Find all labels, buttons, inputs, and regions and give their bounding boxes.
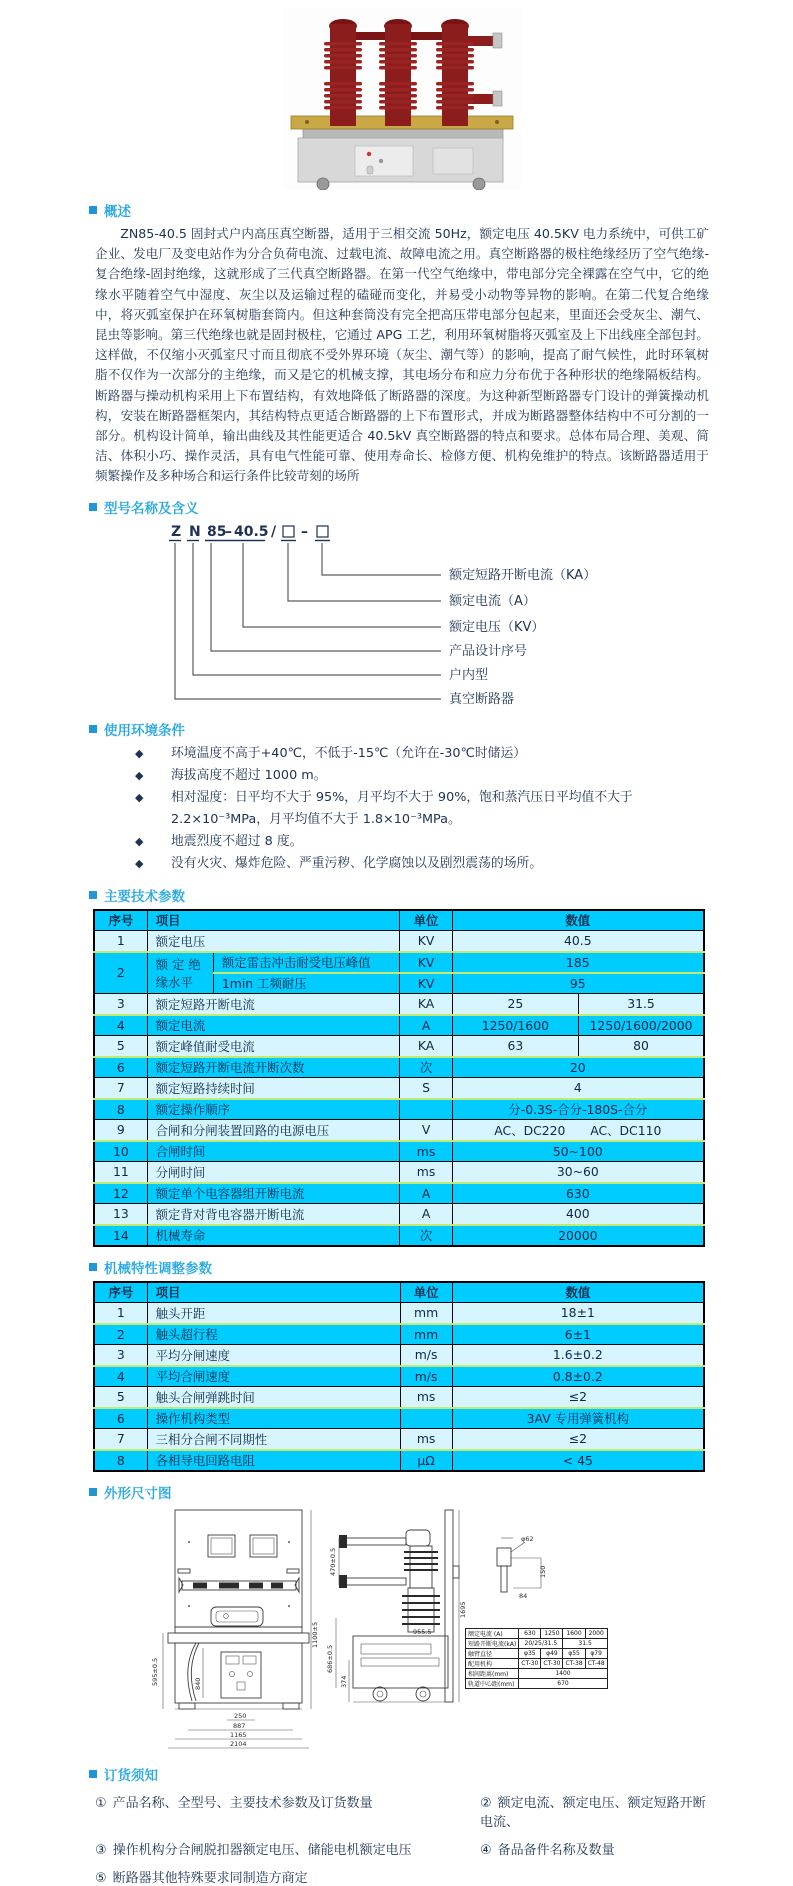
section-title: 主要技术参数	[104, 888, 185, 905]
table-cell: 额定短路持续时间	[147, 1078, 400, 1099]
diamond-bullet-icon: ◆	[135, 746, 144, 760]
item-number: ④	[480, 1842, 492, 1858]
dim-label: 2104	[230, 1739, 247, 1748]
table-cell: ≤2	[452, 1429, 704, 1450]
table-cell: 额定短路开断电流	[147, 994, 400, 1015]
dim-label: 686±0.5	[326, 1644, 334, 1673]
item-text: 产品名称、全型号、主要技术参数及订货数量	[112, 1795, 373, 1811]
table-cell: 额定峰值耐受电流	[147, 1036, 400, 1057]
table-row	[94, 1450, 704, 1471]
table-cell: 5	[94, 1387, 147, 1408]
model-box-2	[317, 526, 328, 537]
table-cell: 12	[94, 1183, 147, 1204]
table-cell: 630	[519, 1628, 541, 1638]
section-marker-icon	[89, 1263, 97, 1271]
table-cell: A	[400, 1183, 452, 1204]
model-designation-diagram	[131, 521, 711, 709]
table-cell: 50~100	[452, 1141, 704, 1162]
table-cell: ms	[400, 1162, 452, 1183]
table-cell: 11	[94, 1162, 147, 1183]
table-cell: 630	[452, 1183, 704, 1204]
table-cell: 触头开距	[147, 1303, 400, 1324]
table-cell: 4	[94, 1015, 147, 1036]
side-view-dimensions	[326, 1510, 467, 1702]
item-number: ③	[95, 1842, 107, 1858]
item-text: 断路器其他特殊要求同制造方商定	[112, 1870, 308, 1886]
table-row	[466, 1668, 608, 1678]
dim-label: 1695	[459, 1601, 467, 1618]
table-cell	[400, 1099, 452, 1120]
table-cell: 1600	[563, 1628, 585, 1638]
table-cell: CT-30	[541, 1658, 563, 1668]
table-cell: 14	[94, 1225, 147, 1246]
section-header-ordering	[89, 1764, 709, 1784]
table-cell: φ79	[585, 1648, 607, 1658]
item-text: 操作机构分合闸脱扣器额定电压、储能电机额定电压	[112, 1842, 412, 1858]
table-cell: 配用机构	[466, 1658, 519, 1668]
list-item	[480, 1792, 709, 1830]
section-title: 型号名称及含义	[104, 500, 199, 517]
env-item-text: 没有火灾、爆炸危险、严重污秽、化学腐蚀以及剧烈震荡的场所。	[171, 855, 543, 871]
dim-label: 840	[194, 1677, 202, 1690]
table-cell: 2	[94, 952, 147, 994]
table-cell: 额定背对背电容器开断电流	[147, 1204, 400, 1225]
table-row	[94, 952, 704, 973]
main-parameters-table	[93, 909, 705, 1247]
diamond-bullet-icon: ◆	[135, 834, 144, 848]
table-cell: 670	[519, 1678, 607, 1688]
table-cell: 额 定 绝 缘水平	[147, 952, 213, 994]
table-header-row	[94, 1282, 704, 1303]
table-cell: φ35	[519, 1648, 541, 1658]
section-title: 概述	[104, 204, 131, 220]
table-row	[466, 1678, 608, 1688]
env-item-text: 环境温度不高于+40℃，不低于-15℃（允许在-30℃时储运）	[171, 745, 527, 761]
dim-label: 250	[234, 1711, 247, 1720]
table-cell: KA	[400, 1036, 452, 1057]
table-cell: KV	[400, 973, 452, 994]
table-cell: 185	[452, 952, 704, 973]
drawing-spec-table	[465, 1628, 608, 1689]
section-marker-icon	[89, 206, 97, 214]
table-cell: 项目	[147, 1282, 400, 1303]
table-row	[94, 1036, 704, 1057]
connector-line	[193, 543, 441, 675]
diamond-bullet-icon: ◆	[135, 768, 144, 782]
table-cell: 单位	[400, 910, 452, 931]
item-number: ②	[480, 1795, 492, 1811]
table-row	[94, 1204, 704, 1225]
dim-label: 887	[233, 1721, 246, 1730]
list-item	[135, 765, 709, 787]
section-header-model	[89, 497, 709, 517]
table-cell: 31.5	[563, 1638, 607, 1648]
connector-line	[322, 543, 441, 575]
table-cell: 额定雷击冲击耐受电压峰值	[213, 952, 400, 973]
table-cell: ms	[400, 1387, 452, 1408]
diamond-bullet-icon: ◆	[135, 790, 144, 804]
table-cell: 31.5	[579, 994, 704, 1015]
table-cell: ms	[400, 1141, 452, 1162]
table-cell: 25	[452, 994, 578, 1015]
table-cell: 9	[94, 1120, 147, 1141]
table-cell: A	[400, 1015, 452, 1036]
table-cell: ≤2	[452, 1387, 704, 1408]
mechanical-parameters-table	[93, 1281, 705, 1472]
table-row	[94, 1408, 704, 1429]
table-row	[94, 1429, 704, 1450]
table-cell: 13	[94, 1204, 147, 1225]
breaker-photo-illustration	[283, 8, 521, 190]
table-cell: 合闸时间	[147, 1141, 400, 1162]
table-cell: 分闸时间	[147, 1162, 400, 1183]
table-cell: 1	[94, 931, 147, 952]
section-marker-icon	[89, 1488, 97, 1496]
table-cell: 序号	[94, 1282, 147, 1303]
dim-label: φ62	[521, 1534, 534, 1543]
list-item	[95, 1867, 480, 1886]
diamond-bullet-icon: ◆	[135, 856, 144, 870]
item-text: 备品备件名称及数量	[497, 1842, 615, 1858]
section-header-dimensions	[89, 1482, 709, 1502]
table-cell: 操作机构类型	[147, 1408, 400, 1429]
connector-line	[288, 543, 441, 601]
table-row	[94, 1141, 704, 1162]
item-text: 额定电流、额定电压、额定短路开断电流、	[480, 1795, 706, 1830]
table-cell: 各相导电回路电阻	[147, 1450, 400, 1471]
table-cell: CT-30	[519, 1658, 541, 1668]
product-photo	[283, 8, 521, 190]
section-header-mech-params	[89, 1257, 709, 1277]
table-row	[466, 1658, 608, 1668]
connector-line	[243, 543, 441, 627]
list-item	[95, 1792, 480, 1830]
table-row	[466, 1648, 608, 1658]
model-code-405: 40.5	[234, 523, 269, 540]
table-cell: 触头超行程	[147, 1324, 400, 1345]
section-header-environment	[89, 719, 709, 739]
list-item	[135, 787, 709, 831]
table-row	[466, 1638, 608, 1648]
model-code-n: N	[189, 523, 201, 540]
table-row	[94, 1057, 704, 1078]
table-cell: 7	[94, 1429, 147, 1450]
table-row	[94, 1387, 704, 1408]
table-cell: 额定电流 (A)	[466, 1628, 519, 1638]
table-cell: 2	[94, 1324, 147, 1345]
table-cell: V	[400, 1120, 452, 1141]
table-row	[94, 1366, 704, 1387]
env-item-text: 地震烈度不超过 8 度。	[171, 833, 303, 849]
table-cell: 20/25/31.5	[519, 1638, 563, 1648]
breaker-frame	[291, 116, 513, 190]
model-code-z: Z	[171, 523, 182, 540]
table-cell: 3AV 专用弹簧机构	[452, 1408, 704, 1429]
table-cell: 1250/1600	[452, 1015, 578, 1036]
table-cell: 数值	[452, 1282, 704, 1303]
table-cell: CT-38	[563, 1658, 585, 1668]
dim-label: 470±0.5	[329, 1547, 337, 1576]
table-cell: CT-48	[585, 1658, 607, 1668]
table-cell: 4	[94, 1366, 147, 1387]
table-cell: A	[400, 1204, 452, 1225]
table-cell: 额定操作顺序	[147, 1099, 400, 1120]
model-label-vacuum-breaker: 真空断路器	[449, 691, 515, 707]
front-view	[168, 1510, 309, 1709]
table-cell: 20	[452, 1057, 704, 1078]
model-label-short-circuit-current: 额定短路开断电流（KA）	[449, 567, 597, 583]
table-cell: 5	[94, 1036, 147, 1057]
overview-paragraph: ZN85-40.5 固封式户内高压真空断器，适用于三相交流 50Hz，额定电压 40.5KV 电力系统中，可供工矿企业、发电厂及变电站作为分合负荷电流、过载电流、故障电流之用。真空断路器的极柱绝缘经历了空气绝缘-复合绝缘-固封绝缘，这就形成了三代真空断路器。在第一代空气绝缘中，带电部分完全裸露在空气中，它的绝缘水平随着空气中湿度、灰尘以及运输过程的磕碰而变化，并易受小动物等异物的影响。在第二代复合绝缘中，将灭弧室保护在环氧树脂套筒内。但这种套筒没有完全把高压带电部分包起来，里面还会受灰尘、潮气、昆虫等影响。第三代绝缘也就是固封极柱，它通过 APG 工艺，利用环氧树脂将灭弧室及上下出线座全部包封。这样做，不仅缩小灭弧室尺寸而且彻底不受外界环境（灰尘、潮气等）的影响，提高了耐气候性，此时环氧树脂不仅作为一次部分的主绝缘，而又是它的机械支撑，其电场分布和应力分布优于各种形状的绝缘隔板结构。断路器与操动机构采用上下布置结构，有效地降低了断路器的深度。为这种新型断路器专门设计的弹簧操动机构，安装在断路器框架内，其结构特点更适合断路器的上下布置形式，并成为断路器整体结构中不可分割的一部分。机构设计简单，输出曲线及其性能更适合 40.5kV 真空断路器的特点和要求。总体布局合理、美观、简洁、体积小巧、操作灵活，具有电气性能可靠、使用寿命长、检修方便、机构免维护的特点。该断路器适用于频繁操作及多种场合和运行条件比较苛刻的场所	[95, 226, 709, 484]
table-cell: 1400	[519, 1668, 607, 1678]
table-row	[94, 994, 704, 1015]
page-content	[93, 8, 709, 1886]
list-item	[135, 853, 709, 875]
table-row	[94, 1120, 704, 1141]
table-cell: 数值	[452, 910, 704, 931]
table-cell: 额定电压	[147, 931, 400, 952]
environment-conditions-list	[93, 743, 709, 875]
table-cell: 序号	[94, 910, 147, 931]
model-code-85: 85	[207, 523, 227, 540]
table-row	[94, 1324, 704, 1345]
table-cell: 1	[94, 1303, 147, 1324]
table-row	[94, 1225, 704, 1246]
table-cell: 1.6±0.2	[452, 1345, 704, 1366]
table-row	[466, 1628, 608, 1638]
table-cell: 20000	[452, 1225, 704, 1246]
dim-label: 150	[539, 1565, 547, 1578]
table-row	[94, 1078, 704, 1099]
dim-label: 595±0.5	[151, 1657, 159, 1686]
table-cell: KV	[400, 952, 452, 973]
table-cell: 三相分合闸不同期性	[147, 1429, 400, 1450]
table-cell: m/s	[400, 1345, 452, 1366]
section-title: 订货须知	[104, 1767, 158, 1784]
table-cell: 1250	[541, 1628, 563, 1638]
table-cell: 平均合闸速度	[147, 1366, 400, 1387]
section-header-overview	[89, 200, 709, 220]
model-label-rated-voltage: 额定电压（KV）	[449, 619, 545, 635]
section-marker-icon	[89, 725, 97, 733]
table-cell: 8	[94, 1099, 147, 1120]
table-cell: 触头合闸弹跳时间	[147, 1387, 400, 1408]
dim-label: 84	[519, 1591, 528, 1600]
table-cell: 项目	[147, 910, 400, 931]
table-cell: 6	[94, 1057, 147, 1078]
table-cell: 10	[94, 1141, 147, 1162]
table-cell: 63	[452, 1036, 578, 1057]
table-cell: S	[400, 1078, 452, 1099]
outline-dimension-drawing	[93, 1508, 709, 1754]
table-cell: 次	[400, 1057, 452, 1078]
table-cell: mm	[400, 1303, 452, 1324]
table-cell: 8	[94, 1450, 147, 1471]
table-cell: < 45	[452, 1450, 704, 1471]
table-cell: 40.5	[452, 931, 704, 952]
table-cell: 1250/1600/2000	[579, 1015, 704, 1036]
table-cell: 18±1	[452, 1303, 704, 1324]
table-cell: 分-0.3S-合分-180S-合分	[452, 1099, 704, 1120]
side-view	[339, 1510, 459, 1702]
table-cell: 7	[94, 1078, 147, 1099]
list-item	[135, 743, 709, 765]
list-item	[135, 831, 709, 853]
table-cell: 触臂直径	[466, 1648, 519, 1658]
table-cell: φ55	[563, 1648, 585, 1658]
table-cell: 轨道中心距(mm)	[466, 1678, 519, 1688]
table-cell: AC、DC220 AC、DC110	[452, 1120, 704, 1141]
table-cell: m/s	[400, 1366, 452, 1387]
table-cell: 额定电流	[147, 1015, 400, 1036]
section-title: 使用环境条件	[104, 722, 185, 739]
section-marker-icon	[89, 503, 97, 511]
table-cell: 机械寿命	[147, 1225, 400, 1246]
table-cell: 1min 工频耐压	[213, 973, 400, 994]
model-box-1	[283, 526, 294, 537]
table-cell: 3	[94, 994, 147, 1015]
table-cell: 平均分闸速度	[147, 1345, 400, 1366]
dim-label: 955.5	[413, 1627, 432, 1636]
table-cell: φ49	[541, 1648, 563, 1658]
table-cell: 30~60	[452, 1162, 704, 1183]
table-cell: 6	[94, 1408, 147, 1429]
section-title: 外形尺寸图	[104, 1485, 172, 1502]
table-cell: 4	[452, 1078, 704, 1099]
table-cell: ms	[400, 1429, 452, 1450]
table-cell: 0.8±0.2	[452, 1366, 704, 1387]
section-header-main-params	[89, 885, 709, 905]
table-cell	[400, 1408, 452, 1429]
table-cell: 额定短路开断电流开断次数	[147, 1057, 400, 1078]
model-label-design-serial: 产品设计序号	[449, 643, 528, 659]
model-code-slash: /	[271, 523, 277, 540]
table-cell: 相间距离(mm)	[466, 1668, 519, 1678]
section-title: 机械特性调整参数	[104, 1260, 212, 1277]
detail-view	[497, 1535, 547, 1600]
table-cell: 额定单个电容器组开断电流	[147, 1183, 400, 1204]
ordering-notes-list	[95, 1792, 709, 1886]
table-cell: 80	[579, 1036, 704, 1057]
section-marker-icon	[89, 1770, 97, 1778]
dim-label: 1100±5	[311, 1621, 319, 1648]
section-marker-icon	[89, 891, 97, 899]
table-cell: 95	[452, 973, 704, 994]
table-row	[94, 1162, 704, 1183]
table-row	[94, 1015, 704, 1036]
table-row	[94, 1345, 704, 1366]
table-cell: 2000	[585, 1628, 607, 1638]
table-row	[94, 1183, 704, 1204]
table-cell: KV	[400, 931, 452, 952]
table-cell: 次	[400, 1225, 452, 1246]
list-item	[480, 1839, 709, 1858]
dimension-drawing-svg	[93, 1508, 709, 1754]
table-row	[94, 1303, 704, 1324]
table-cell: 3	[94, 1345, 147, 1366]
table-cell: 短路开断电流(kA)	[466, 1638, 519, 1648]
item-number: ①	[95, 1795, 107, 1811]
table-row	[94, 931, 704, 952]
table-cell: μΩ	[400, 1450, 452, 1471]
env-item-text: 相对湿度：日平均不大于 95%，月平均不大于 90%，饱和蒸汽压日平均值不大于 2.2×10⁻³MPa，月平均值不大于 1.8×10⁻³MPa。	[171, 789, 633, 827]
model-code-dash2: –	[301, 523, 308, 540]
model-label-rated-current: 额定电流（A）	[449, 593, 536, 609]
dim-label: 1165	[230, 1730, 247, 1739]
table-header-row	[94, 910, 704, 931]
table-cell: 合闸和分闸装置回路的电源电压	[147, 1120, 400, 1141]
env-item-text: 海拔高度不超过 1000 m。	[171, 767, 327, 783]
connector-line	[211, 543, 441, 651]
item-number: ⑤	[95, 1870, 107, 1886]
table-cell: 400	[452, 1204, 704, 1225]
table-cell: mm	[400, 1324, 452, 1345]
model-label-indoor-type: 户内型	[449, 667, 489, 683]
table-cell: KA	[400, 994, 452, 1015]
list-item	[95, 1839, 480, 1858]
table-cell: 单位	[400, 1282, 452, 1303]
model-code-dash: –	[225, 523, 232, 540]
table-row	[94, 1099, 704, 1120]
dim-label: 374	[340, 1675, 348, 1688]
table-cell: 6±1	[452, 1324, 704, 1345]
